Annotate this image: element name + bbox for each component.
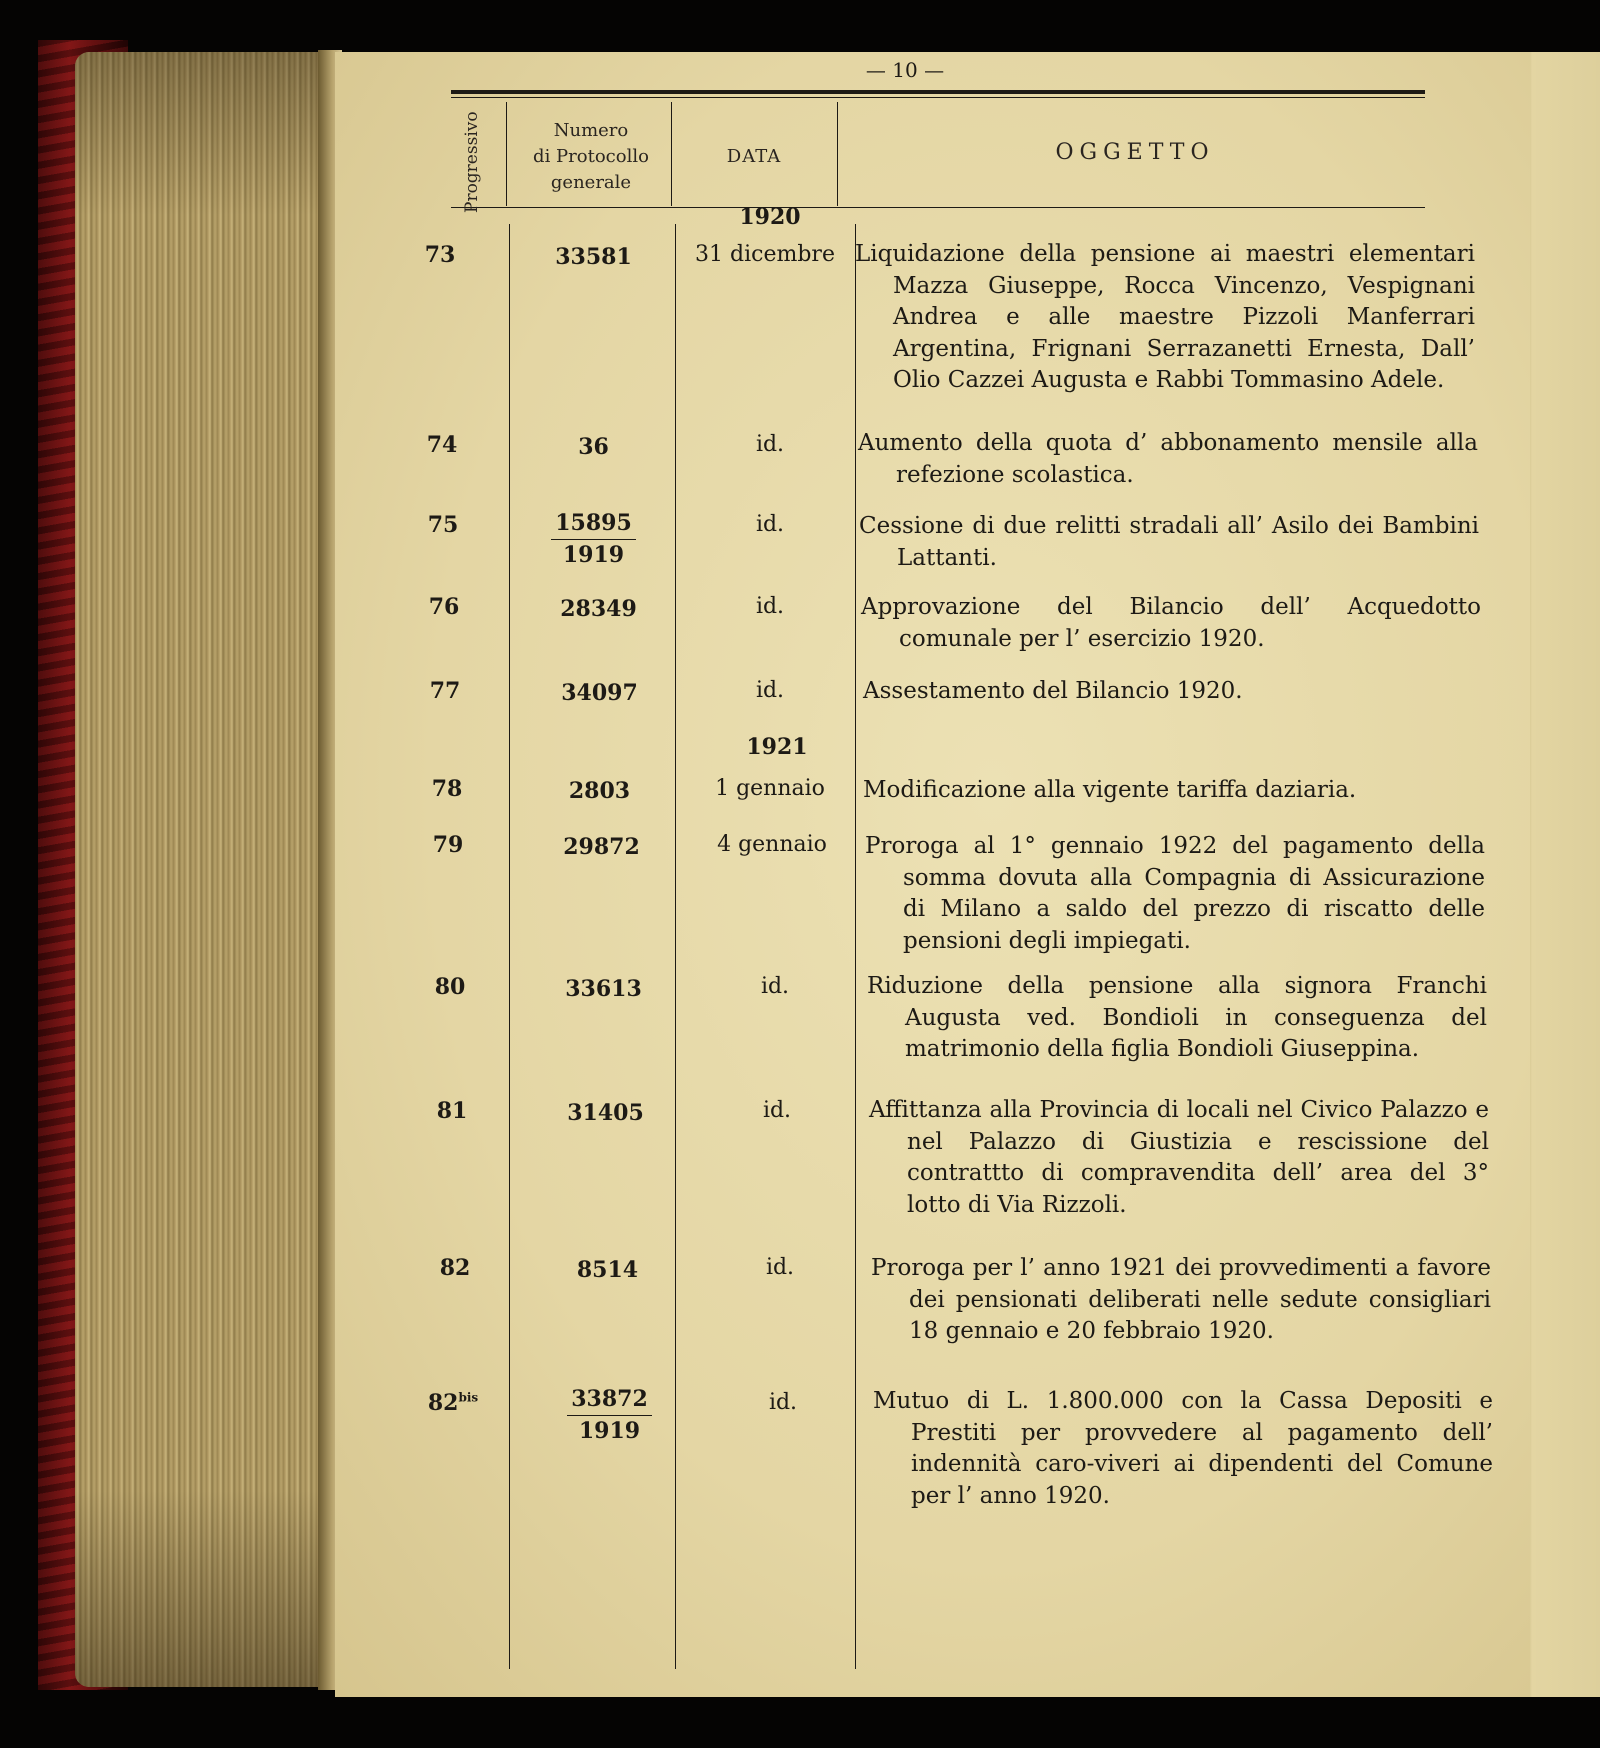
protocollo-cell: 36: [578, 434, 609, 460]
header-numero-line: Numero: [553, 120, 629, 141]
subject-cell: Riduzione della pensione alla signora Franchi Augusta ved. Bondioli in conseguenza del matrimonio della figlia Bondioli Giuseppina.: [867, 973, 1487, 1062]
protocollo-cell: 28349: [560, 596, 637, 622]
date-cell: id.: [755, 432, 785, 457]
top-rule-thick: [451, 90, 1425, 94]
header-numero-protocollo: [511, 118, 671, 196]
protocollo-cell: [527, 1384, 692, 1447]
progressivo-cell: 77: [429, 678, 461, 704]
protocollo-fraction: [567, 1384, 652, 1447]
progressivo-number: 82: [427, 1390, 459, 1416]
progressivo-cell: 78: [431, 776, 463, 802]
progressivo-suffix: bis: [458, 1390, 479, 1405]
progressivo-cell: [393, 1390, 513, 1416]
progressivo-cell: 75: [427, 512, 459, 538]
header-numero-line: generale: [550, 172, 632, 193]
protocollo-cell: 34097: [561, 680, 638, 706]
subject-cell: Proroga per l’ anno 1921 dei provvedimenti a favore dei pensionati deliberati nelle sedute consigliari 18 gennaio e 20 febbraio 1920.: [871, 1255, 1491, 1344]
column-divider: [509, 224, 510, 1669]
protocollo-number: 15895: [551, 508, 636, 540]
progressivo-cell: 81: [436, 1098, 468, 1124]
date-cell: id.: [760, 974, 790, 999]
protocollo-cell: 29872: [563, 834, 640, 860]
header-divider: [506, 102, 507, 206]
protocollo-number: 33872: [567, 1384, 652, 1416]
subject-cell: Approvazione del Bilancio dell’ Acquedotto comunale per l’ esercizio 1920.: [861, 594, 1481, 652]
date-cell: 1 gennaio: [715, 776, 825, 801]
progressivo-cell: 74: [426, 432, 458, 458]
progressivo-cell: 82: [439, 1255, 471, 1281]
subject-cell: Modificazione alla vigente tariffa daziaria.: [863, 777, 1357, 803]
header-divider: [837, 102, 838, 206]
protocollo-cell: [511, 508, 676, 571]
header-bottom-rule: [451, 207, 1425, 208]
subject-cell: Proroga al 1° gennaio 1922 del pagamento della somma dovuta alla Compagnia di Assicurazione di Milano a saldo del prezzo di riscatto delle pensioni degli impiegati.: [865, 833, 1485, 954]
protocollo-fraction: [551, 508, 636, 571]
date-cell: id.: [762, 1098, 792, 1123]
page-number: — 10 —: [865, 58, 945, 82]
protocollo-cell: 33581: [555, 244, 632, 270]
protocollo-cell: 33613: [565, 976, 642, 1002]
header-oggetto: OGGETTO: [1055, 140, 1215, 165]
date-cell: id.: [755, 678, 785, 703]
header-data: DATA: [726, 146, 782, 167]
progressivo-cell: 80: [434, 974, 466, 1000]
protocollo-cell: 31405: [567, 1100, 644, 1126]
progressivo-cell: 76: [428, 594, 460, 620]
subject-cell: Assestamento del Bilancio 1920.: [863, 678, 1243, 704]
top-rule-thin: [451, 97, 1425, 98]
header-progressivo: Progressivo: [462, 111, 482, 213]
subject-cell: Liquidazione della pensione ai maestri elementari Mazza Giuseppe, Rocca Vincenzo, Vespignani Andrea e alle maestre Pizzoli Manferrari Argentina, Frignani Serrazanetti Ernesta, Dall’ Olio Cazzei Augusta e Rabbi Tommasino Adele.: [855, 241, 1475, 393]
date-cell: id.: [765, 1255, 795, 1280]
progressivo-cell: 79: [432, 832, 464, 858]
subject-cell: Cessione di due relitti stradali all’ Asilo dei Bambini Lattanti.: [859, 513, 1479, 571]
date-cell: 31 dicembre: [695, 242, 835, 267]
date-cell: id.: [755, 512, 785, 537]
year-heading: 1921: [746, 734, 808, 760]
register-page: [335, 52, 1530, 1697]
page-edges: [75, 52, 330, 1687]
protocollo-cell: 2803: [568, 778, 631, 804]
date-cell: id.: [755, 594, 785, 619]
date-cell: 4 gennaio: [717, 832, 827, 857]
protocollo-year: 1919: [562, 542, 625, 568]
subject-cell: Affittanza alla Provincia di locali nel Civico Palazzo e nel Palazzo di Giustizia e rescissione del contrattto di compravendita dell’ area del 3° lotto di Via Rizzoli.: [869, 1097, 1489, 1218]
subject-cell: Mutuo di L. 1.800.000 con la Cassa Depositi e Prestiti per provvedere al pagamento dell’ indennità caro-viveri ai dipendenti del Comune per l’ anno 1920.: [873, 1388, 1493, 1509]
subject-cell: Aumento della quota d’ abbonamento mensile alla refezione scolastica.: [858, 430, 1478, 488]
date-cell: id.: [768, 1390, 798, 1415]
progressivo-cell: 73: [424, 242, 456, 268]
protocollo-cell: 8514: [576, 1257, 639, 1283]
next-page-edge: [1522, 52, 1600, 1697]
header-numero-line: di Protocollo: [533, 146, 649, 167]
protocollo-year: 1919: [578, 1418, 641, 1444]
year-heading: 1920: [739, 204, 801, 230]
